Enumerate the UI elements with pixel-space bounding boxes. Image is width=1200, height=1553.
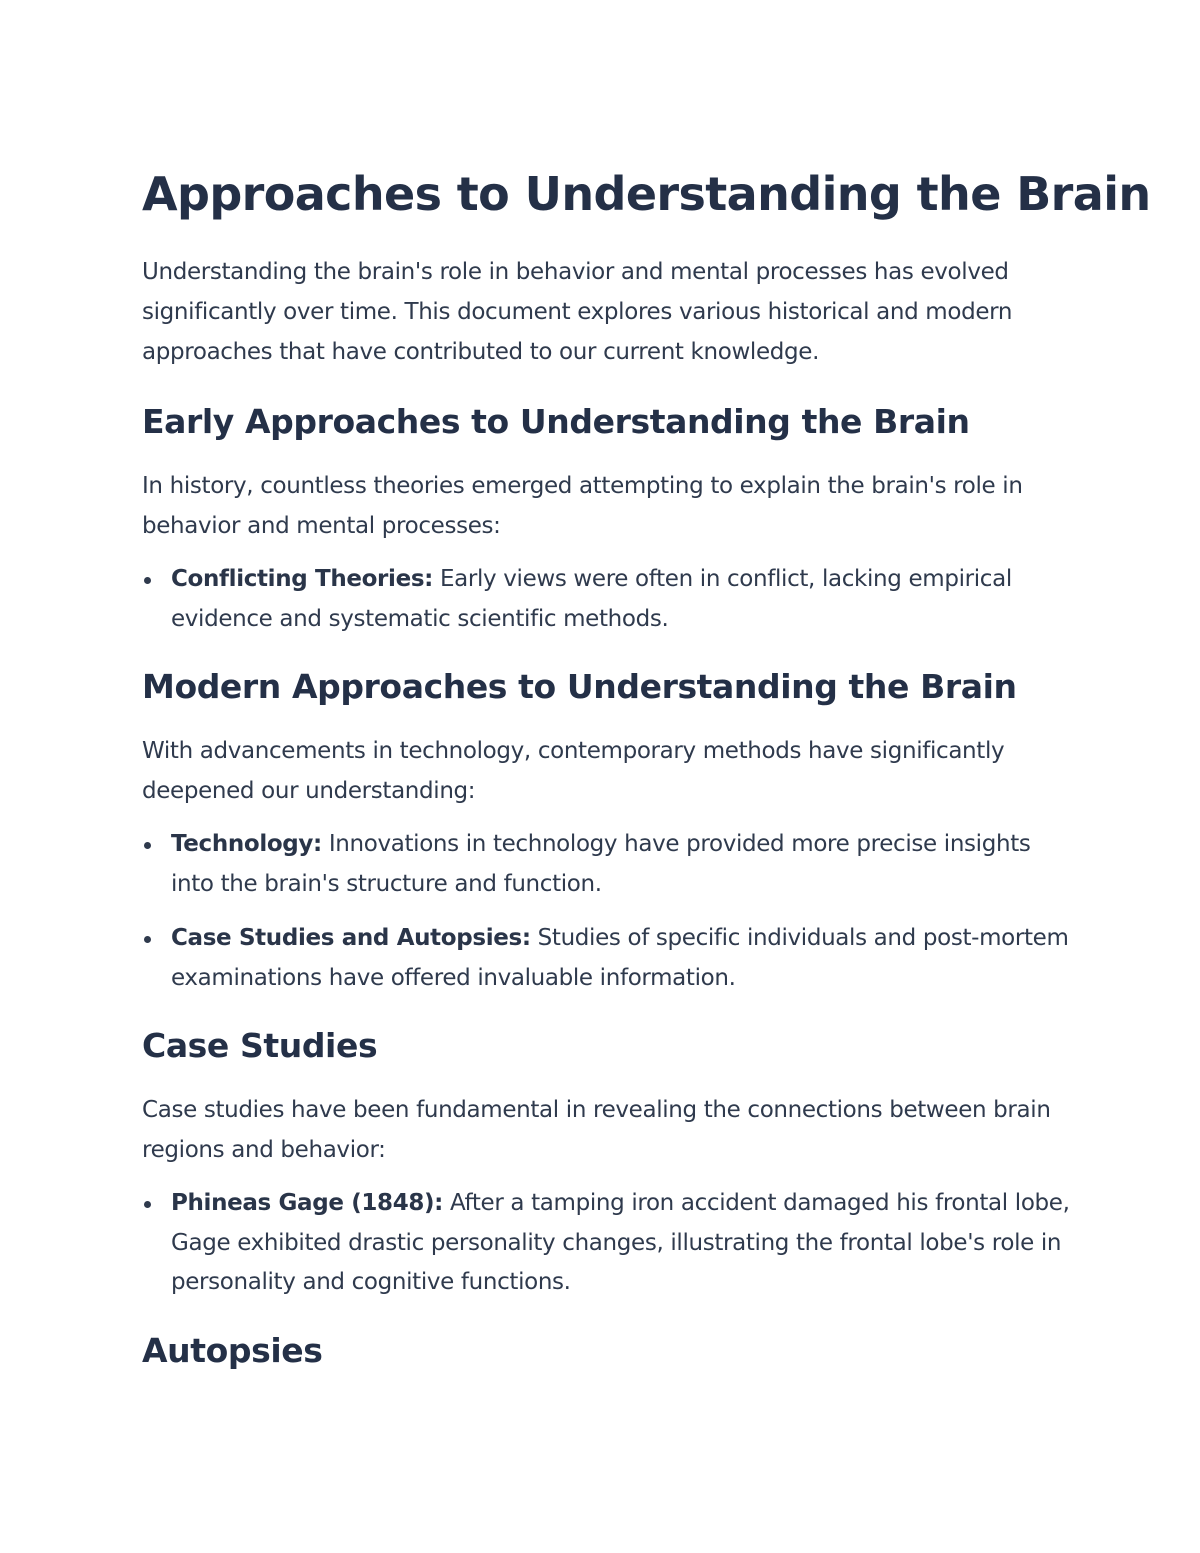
list-item-text: After a tamping iron accident damaged his frontal lobe, Gage exhibited drastic personality changes, illustrating the frontal lobe's role in personality and cognitive functions. bbox=[171, 1190, 1070, 1295]
bullet-icon bbox=[144, 1201, 151, 1208]
section-heading-early-approaches: Early Approaches to Understanding the Brain bbox=[142, 402, 970, 441]
intro-paragraph: Understanding the brain's role in behavior and mental processes has evolved significantly over time. This document explores various historical and modern approaches that have contributed to our current knowledge. bbox=[142, 259, 1013, 365]
list-item bbox=[142, 825, 1072, 904]
bullet-icon bbox=[144, 577, 151, 584]
list-item-term: Phineas Gage (1848): bbox=[171, 1190, 444, 1216]
bullet-icon bbox=[144, 936, 151, 943]
document-page bbox=[142, 164, 1151, 1373]
modern-approaches-list bbox=[142, 825, 1072, 998]
modern-approaches-paragraph: With advancements in technology, contemporary methods have significantly deepened our understanding: bbox=[142, 738, 1005, 804]
document-title: Approaches to Understanding the Brain bbox=[142, 167, 1151, 221]
section-heading-case-studies: Case Studies bbox=[142, 1026, 378, 1065]
bullet-icon bbox=[144, 842, 151, 849]
case-studies-list bbox=[142, 1184, 1072, 1303]
section-heading-autopsies: Autopsies bbox=[142, 1330, 323, 1370]
early-approaches-paragraph: In history, countless theories emerged attempting to explain the brain's role in behavior and mental processes: bbox=[142, 473, 1023, 539]
list-item-term: Case Studies and Autopsies: bbox=[171, 925, 531, 951]
case-studies-paragraph: Case studies have been fundamental in revealing the connections between brain regions and behavior: bbox=[142, 1097, 1051, 1163]
list-item-text: Innovations in technology have provided more precise insights into the brain's structure and function. bbox=[171, 831, 1031, 897]
list-item-term: Technology: bbox=[171, 831, 322, 857]
early-approaches-list bbox=[142, 560, 1072, 639]
list-item-text: Early views were often in conflict, lacking empirical evidence and systematic scientific methods. bbox=[171, 566, 1012, 632]
list-item-term: Conflicting Theories: bbox=[171, 566, 434, 592]
list-item bbox=[142, 560, 1072, 639]
list-item bbox=[142, 919, 1072, 998]
section-heading-modern-approaches: Modern Approaches to Understanding the Brain bbox=[142, 667, 1017, 706]
list-item-text: Studies of specific individuals and post-mortem examinations have offered invaluable information. bbox=[171, 925, 1069, 991]
list-item bbox=[142, 1184, 1072, 1303]
